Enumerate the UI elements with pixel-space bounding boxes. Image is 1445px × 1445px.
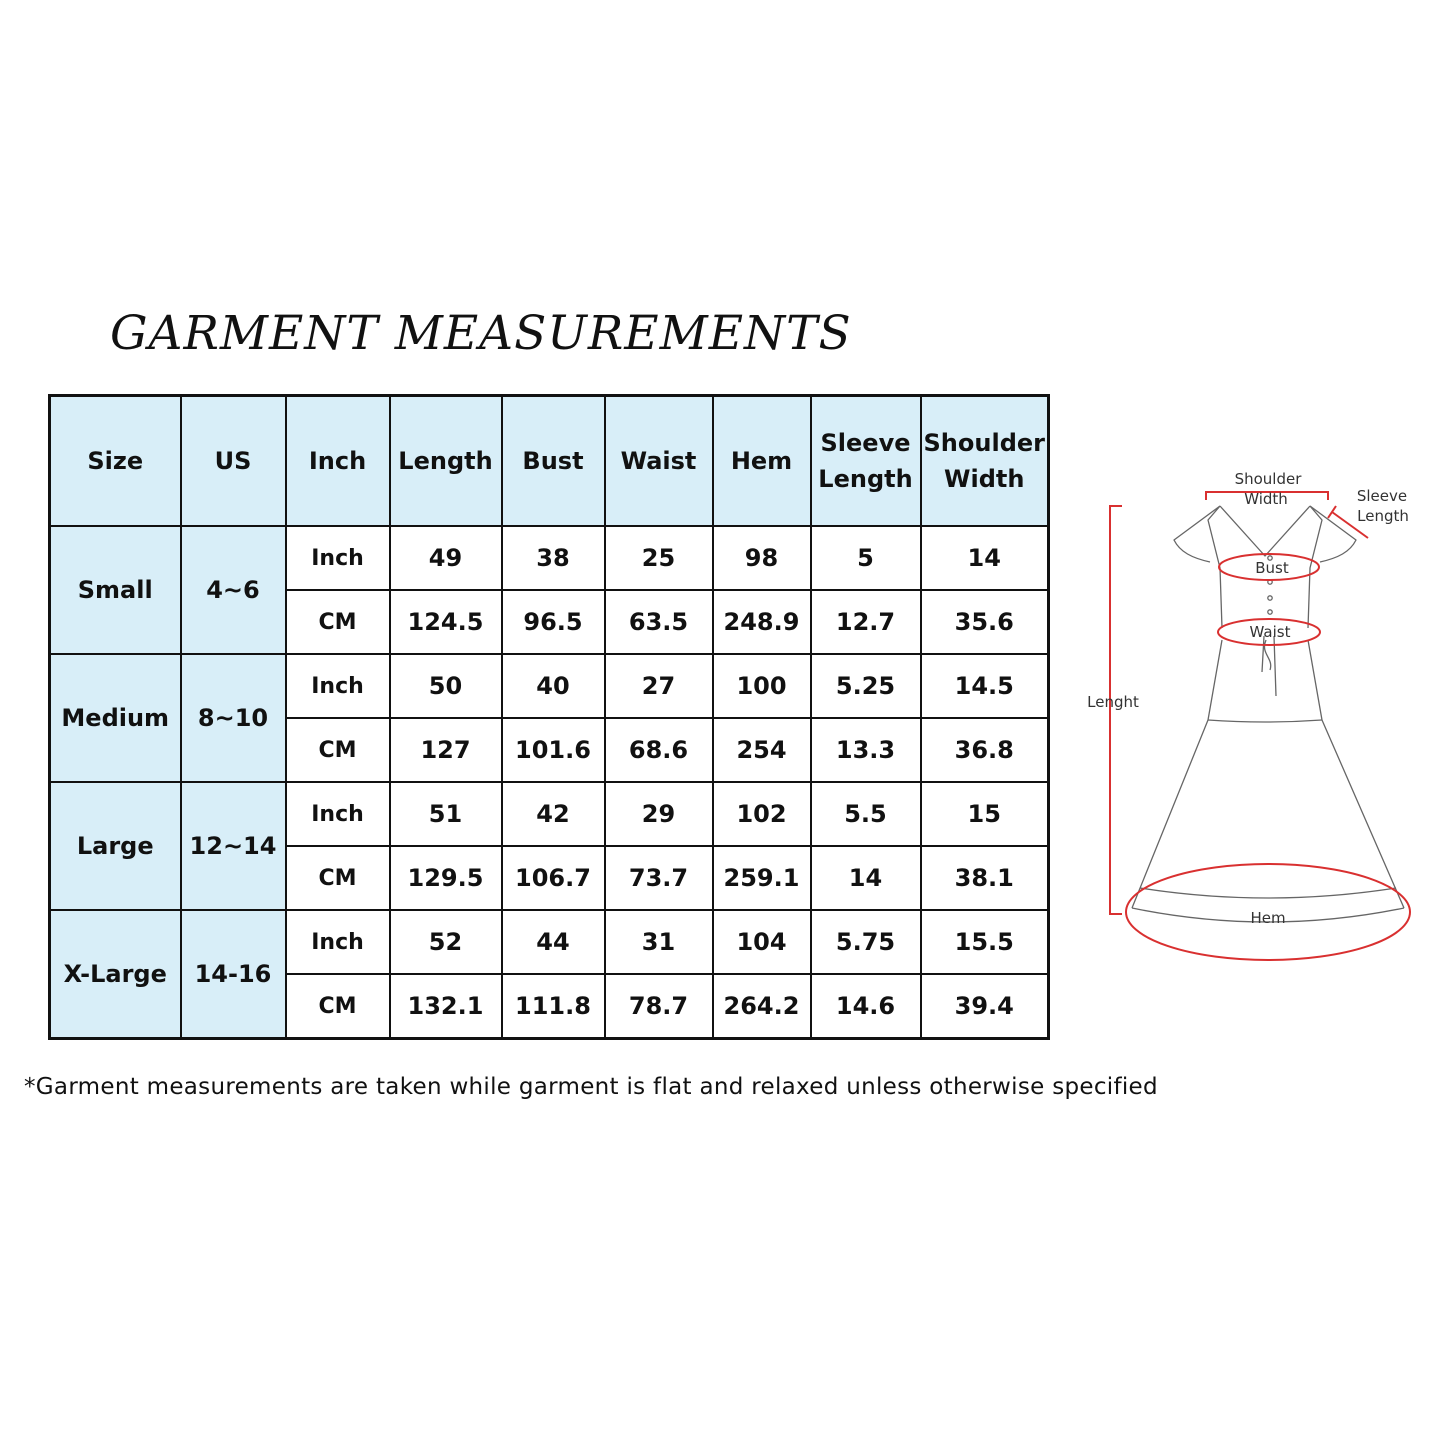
- unit-cell: Inch: [286, 910, 390, 974]
- header-waist: Waist: [605, 396, 713, 527]
- length-cell: 127: [390, 718, 502, 782]
- hem-cell: 100: [713, 654, 811, 718]
- hem-cell: 259.1: [713, 846, 811, 910]
- length-cell: 49: [390, 526, 502, 590]
- length-cell: 129.5: [390, 846, 502, 910]
- sleeve-label-line2: Length: [1357, 507, 1409, 525]
- unit-cell: CM: [286, 718, 390, 782]
- hem-cell: 254: [713, 718, 811, 782]
- waist-cell: 27: [605, 654, 713, 718]
- length-cell: 52: [390, 910, 502, 974]
- sleeve-cell: 5.25: [811, 654, 921, 718]
- sleeve-label-line1: Sleeve: [1356, 487, 1408, 505]
- table-row: [50, 910, 1049, 974]
- sleeve-cell: 5.5: [811, 782, 921, 846]
- waist-cell: 25: [605, 526, 713, 590]
- size-cell: Small: [50, 526, 181, 654]
- bust-cell: 42: [502, 782, 605, 846]
- hem-cell: 102: [713, 782, 811, 846]
- bust-cell: 38: [502, 526, 605, 590]
- table-row: [50, 526, 1049, 590]
- header-size: Size: [50, 396, 181, 527]
- header-sleeve-length: Sleeve Length: [811, 396, 921, 527]
- length-cell: 51: [390, 782, 502, 846]
- waist-cell: 29: [605, 782, 713, 846]
- hem-cell: 104: [713, 910, 811, 974]
- shoulder-cell: 15.5: [921, 910, 1049, 974]
- header-bust: Bust: [502, 396, 605, 527]
- shoulder-cell: 15: [921, 782, 1049, 846]
- length-cell: 124.5: [390, 590, 502, 654]
- shoulder-cell: 36.8: [921, 718, 1049, 782]
- us-size-cell: 14-16: [181, 910, 286, 1039]
- header-inch: Inch: [286, 396, 390, 527]
- waist-cell: 78.7: [605, 974, 713, 1039]
- hem-cell: 98: [713, 526, 811, 590]
- bust-cell: 96.5: [502, 590, 605, 654]
- page-title: GARMENT MEASUREMENTS: [110, 306, 852, 361]
- sleeve-cell: 14: [811, 846, 921, 910]
- length-cell: 132.1: [390, 974, 502, 1039]
- hem-label: Hem: [1250, 909, 1286, 927]
- us-size-cell: 12~14: [181, 782, 286, 910]
- unit-cell: Inch: [286, 654, 390, 718]
- shoulder-label-line1: Shoulder: [1234, 470, 1302, 488]
- unit-cell: Inch: [286, 782, 390, 846]
- size-cell: X-Large: [50, 910, 181, 1039]
- shoulder-cell: 38.1: [921, 846, 1049, 910]
- header-hem: Hem: [713, 396, 811, 527]
- header-length: Length: [390, 396, 502, 527]
- size-chart-table: [48, 394, 1050, 1040]
- bust-cell: 111.8: [502, 974, 605, 1039]
- waist-cell: 68.6: [605, 718, 713, 782]
- table-row: [50, 654, 1049, 718]
- size-cell: Medium: [50, 654, 181, 782]
- waist-label: Waist: [1249, 623, 1291, 641]
- waist-cell: 73.7: [605, 846, 713, 910]
- unit-cell: CM: [286, 974, 390, 1039]
- sleeve-cell: 12.7: [811, 590, 921, 654]
- bust-cell: 101.6: [502, 718, 605, 782]
- shoulder-label-line2: Width: [1244, 490, 1288, 508]
- waist-cell: 31: [605, 910, 713, 974]
- waist-cell: 63.5: [605, 590, 713, 654]
- hem-cell: 264.2: [713, 974, 811, 1039]
- bust-cell: 106.7: [502, 846, 605, 910]
- bust-cell: 40: [502, 654, 605, 718]
- length-cell: 50: [390, 654, 502, 718]
- sleeve-cell: 14.6: [811, 974, 921, 1039]
- table-row: [50, 782, 1049, 846]
- unit-cell: Inch: [286, 526, 390, 590]
- unit-cell: CM: [286, 846, 390, 910]
- header-row: [50, 396, 1049, 527]
- shoulder-cell: 14.5: [921, 654, 1049, 718]
- length-label: Lenght: [1087, 693, 1139, 711]
- footnote: *Garment measurements are taken while garment is flat and relaxed unless otherwise specified: [24, 1074, 1158, 1100]
- sleeve-cell: 5.75: [811, 910, 921, 974]
- hem-cell: 248.9: [713, 590, 811, 654]
- header-shoulder-width: Shoulder Width: [921, 396, 1049, 527]
- size-cell: Large: [50, 782, 181, 910]
- sleeve-cell: 13.3: [811, 718, 921, 782]
- bust-label: Bust: [1255, 559, 1289, 577]
- shoulder-cell: 39.4: [921, 974, 1049, 1039]
- us-size-cell: 8~10: [181, 654, 286, 782]
- bust-cell: 44: [502, 910, 605, 974]
- shoulder-cell: 14: [921, 526, 1049, 590]
- shoulder-cell: 35.6: [921, 590, 1049, 654]
- us-size-cell: 4~6: [181, 526, 286, 654]
- unit-cell: CM: [286, 590, 390, 654]
- sleeve-cell: 5: [811, 526, 921, 590]
- dress-measurement-diagram: [1070, 460, 1430, 980]
- header-us: US: [181, 396, 286, 527]
